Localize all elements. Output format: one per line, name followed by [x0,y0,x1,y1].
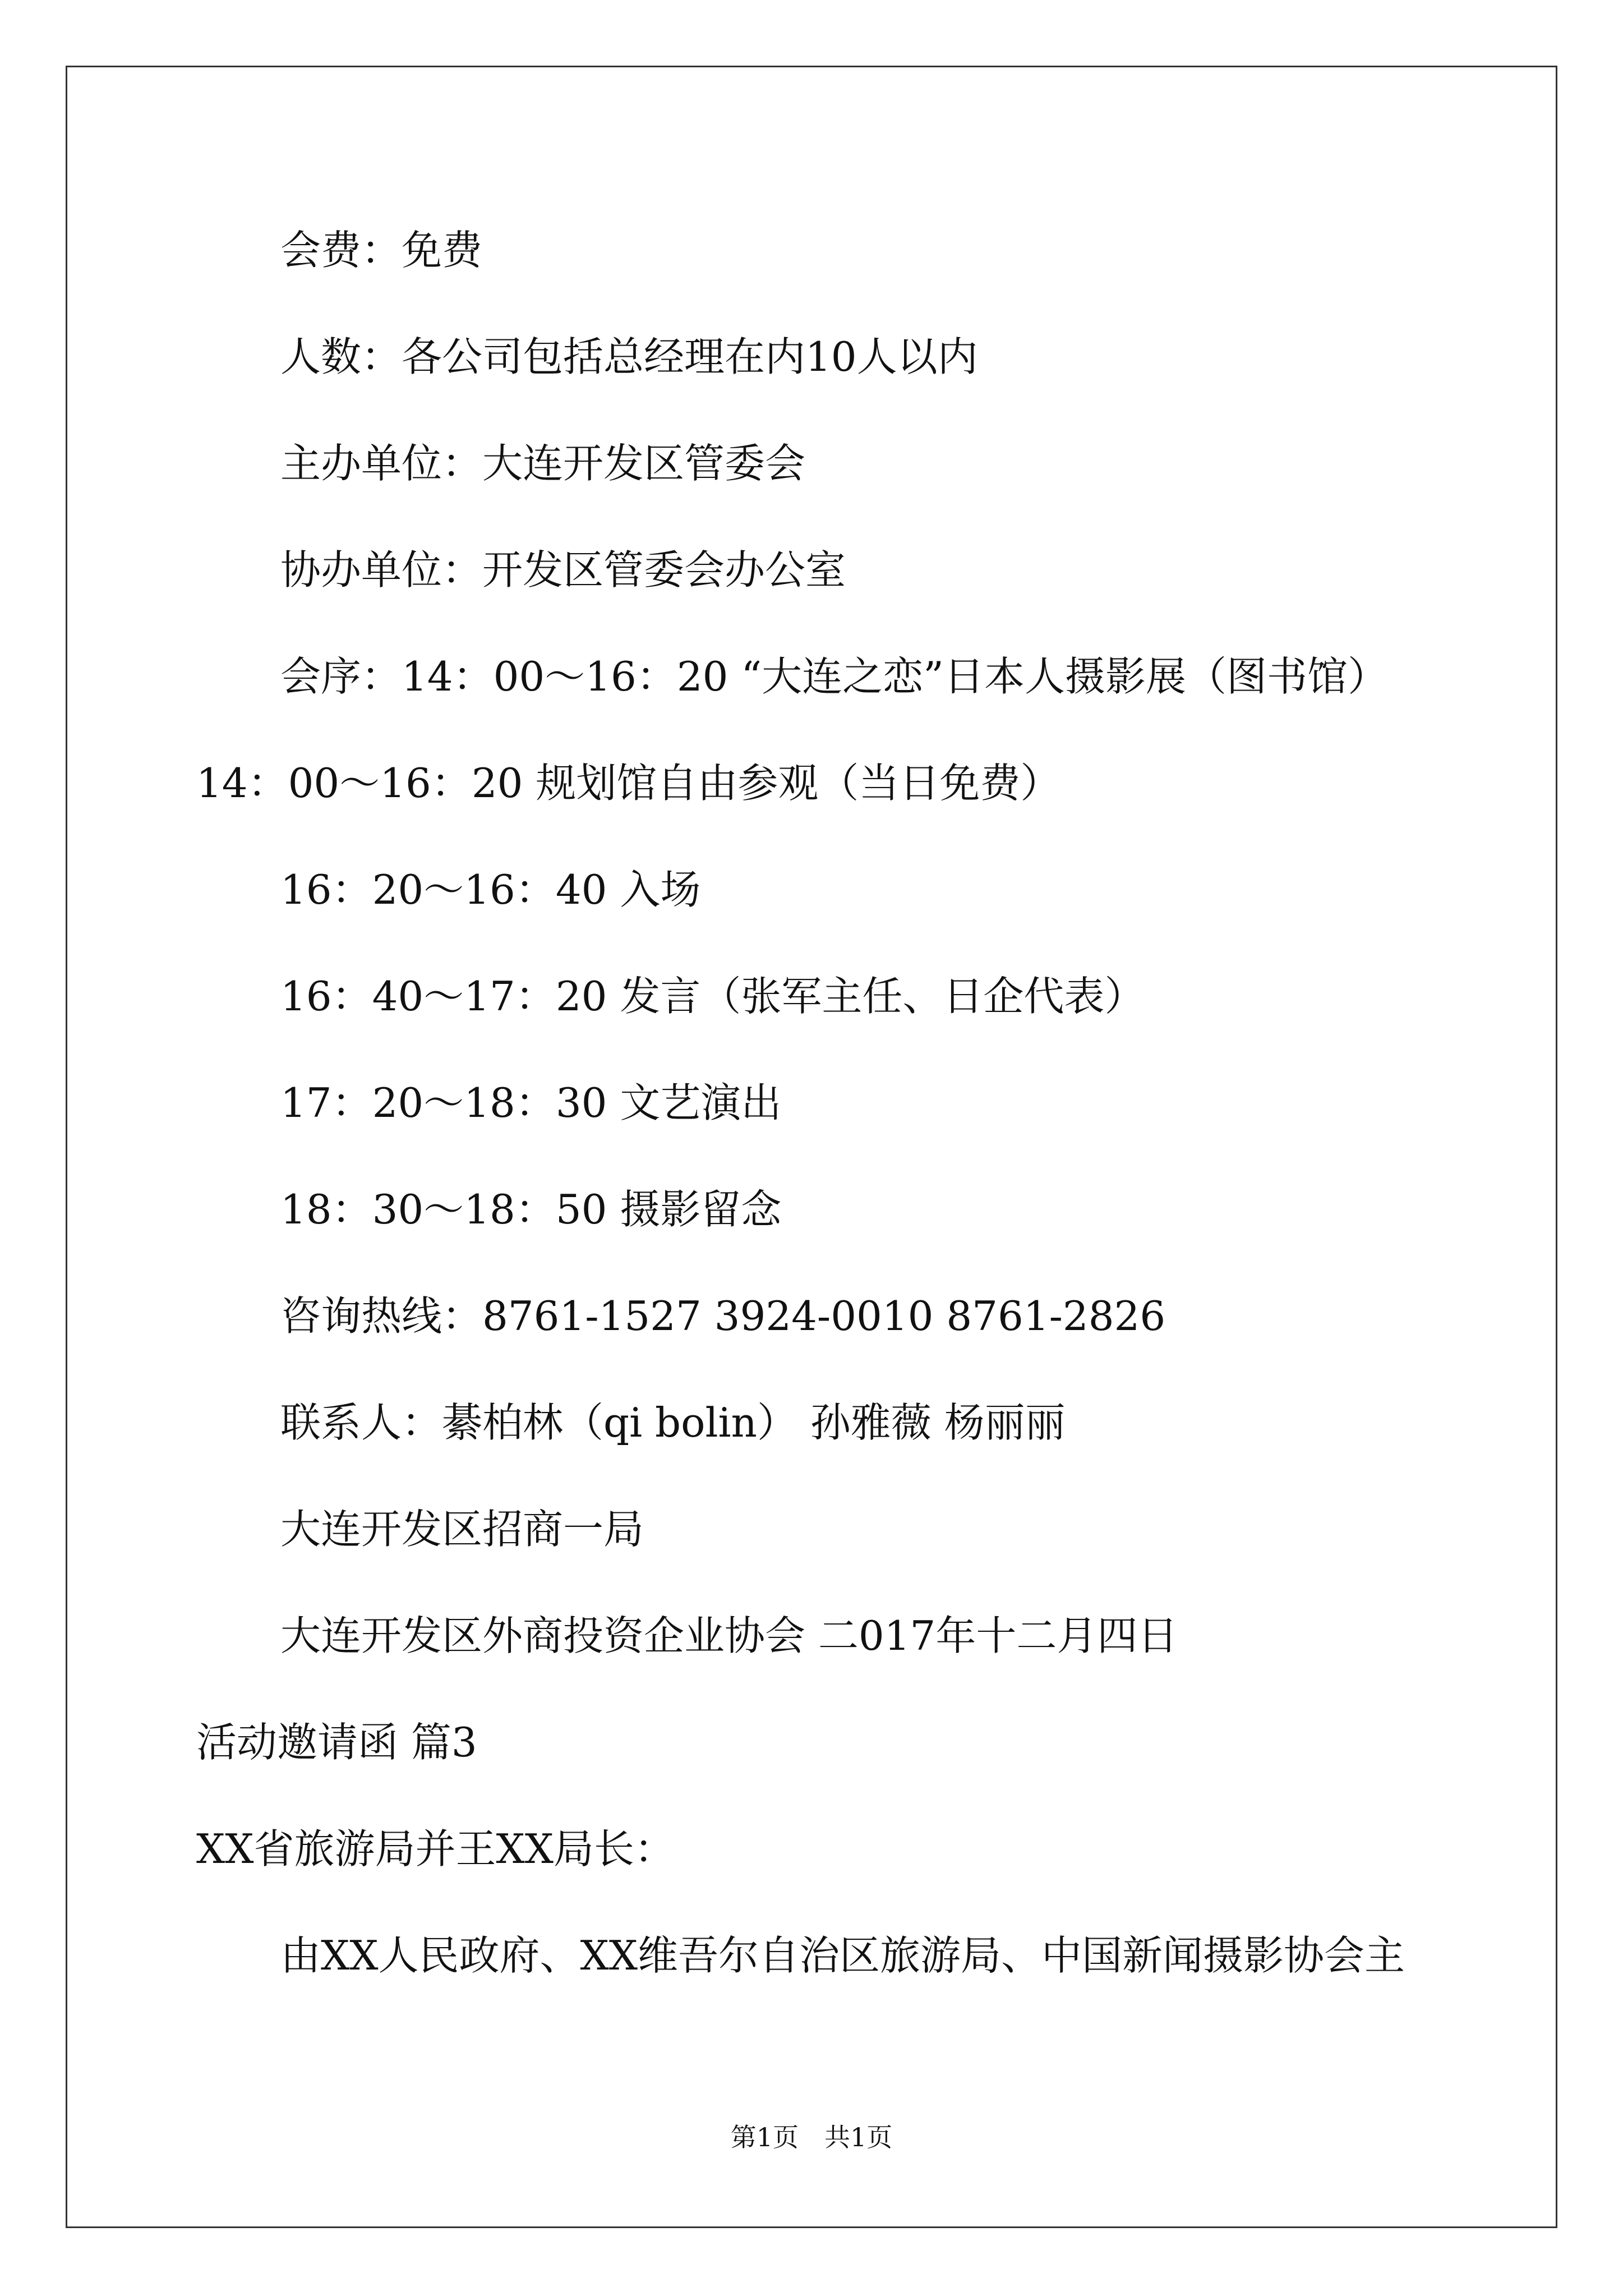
text-line-co-organizer: 协办单位：开发区管委会办公室 [280,546,846,593]
page-border [66,66,1557,2228]
text-line-agenda-cont: 14：00～16：20 规划馆自由参观（当日免费） [196,760,1061,807]
text-line-organizer: 主办单位：大连开发区管委会 [280,440,806,487]
text-line-contacts: 联系人：綦柏林（qi bolin） 孙雅薇 杨丽丽 [280,1399,1066,1446]
text-line-attendees: 人数：各公司包括总经理在内10人以内 [280,333,978,380]
text-line-agenda-start: 会序：14：00～16：20 “大连之恋”日本人摄影展（图书馆） [280,653,1388,700]
text-line-agenda-show: 17：20～18：30 文艺演出 [280,1079,782,1126]
text-line-agenda-speech: 16：40～17：20 发言（张军主任、日企代表） [280,973,1145,1020]
text-line-hotline: 咨询热线：8761-1527 3924-0010 8761-2826 [280,1292,1166,1340]
text-line-agenda-photo: 18：30～18：50 摄影留念 [280,1186,782,1233]
text-line-fee: 会费：免费 [280,227,483,274]
text-line-body: 由XX人民政府、XX维吾尔自治区旅游局、中国新闻摄影协会主 [280,1932,1405,1979]
section-heading: 活动邀请函 篇3 [196,1719,477,1766]
page-footer: 第1页 共1页 [730,2122,893,2152]
text-line-salutation: XX省旅游局并王XX局长： [196,1825,675,1872]
text-line-signature-2: 大连开发区外商投资企业协会 二017年十二月四日 [280,1612,1178,1659]
text-line-agenda-entry: 16：20～16：40 入场 [280,866,701,913]
text-line-signature-1: 大连开发区招商一局 [280,1506,644,1553]
